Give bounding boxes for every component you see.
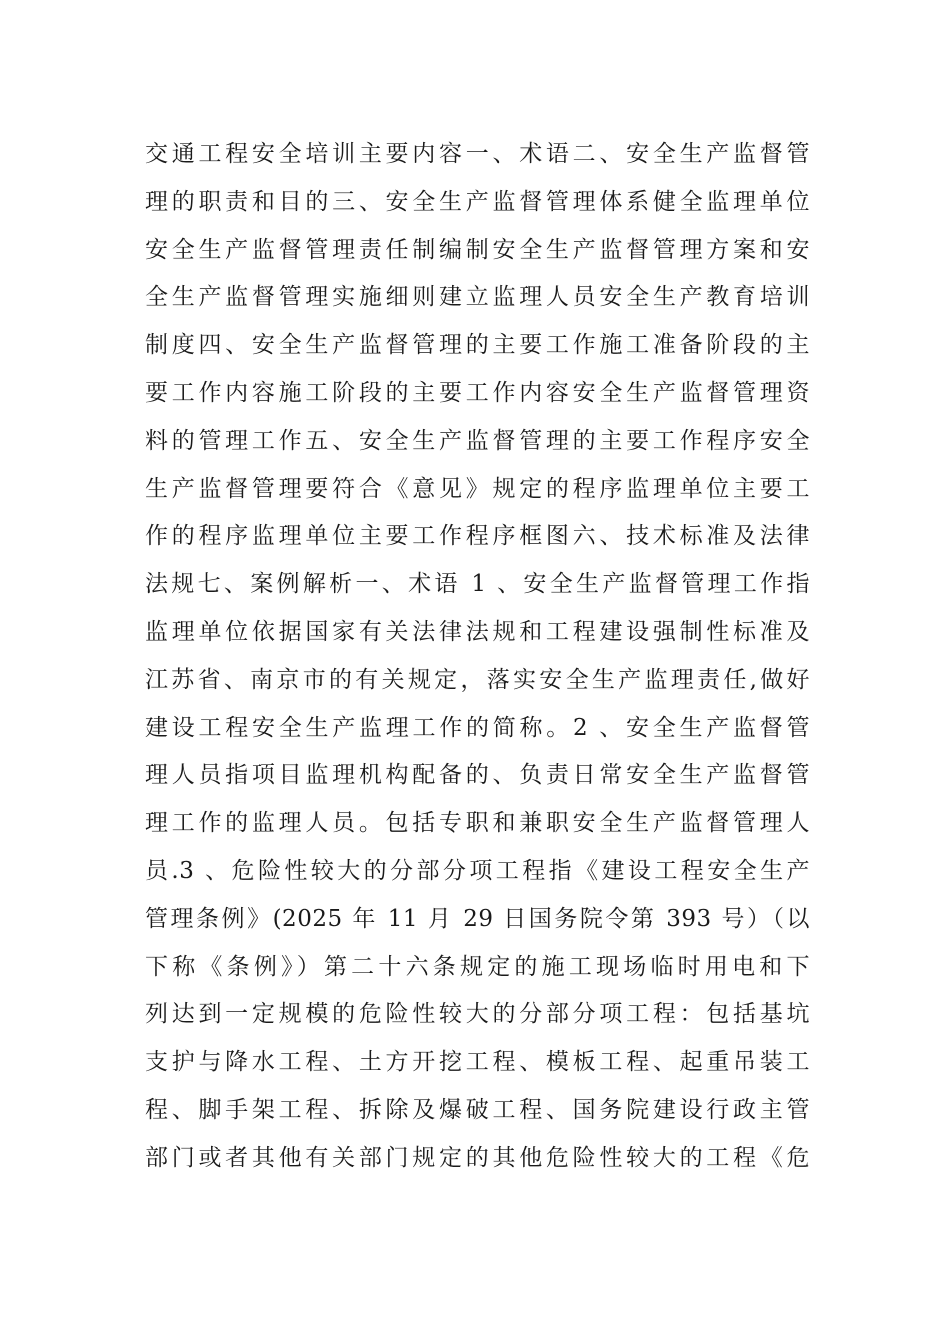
text-line-12: 江苏省、南京市的有关规定，落实安全生产监理责任,做好 [145,666,810,693]
text-line-22: 部门或者其他有关部门规定的其他危险性较大的工程《危 [145,1144,810,1171]
text-line-10: 法规七、案例解析一、术语 1 、安全生产监督管理工作指 [145,571,810,598]
text-line-21: 程、脚手架工程、拆除及爆破工程、国务院建设行政主管 [145,1096,810,1123]
text-line-11: 监理单位依据国家有关法律法规和工程建设强制性标准及 [145,618,810,645]
text-line-9: 作的程序监理单位主要工作程序框图六、技术标准及法律 [145,523,810,550]
text-line-16: 员.3 、危险性较大的分部分项工程指《建设工程安全生产 [145,857,810,884]
text-line-3: 安全生产监督管理责任制编制安全生产监督管理方案和安 [145,236,810,263]
text-line-20: 支护与降水工程、土方开挖工程、模板工程、起重吊装工 [145,1049,810,1076]
text-line-14: 理人员指项目监理机构配备的、负责日常安全生产监督管 [145,762,810,789]
text-line-7: 料的管理工作五、安全生产监督管理的主要工作程序安全 [145,427,810,454]
text-line-13: 建设工程安全生产监理工作的简称。2 、安全生产监督管 [145,714,810,741]
text-line-6: 要工作内容施工阶段的主要工作内容安全生产监督管理资 [145,379,810,406]
text-line-1: 交通工程安全培训主要内容一、术语二、安全生产监督管 [145,141,810,167]
text-line-2: 理的职责和目的三、安全生产监督管理体系健全监理单位 [145,188,810,215]
text-line-17: 管理条例》(2025 年 11 月 29 日国务院令第 393 号）（以 [145,905,810,932]
text-line-19: 列达到一定规模的危险性较大的分部分项工程：包括基坑 [145,1001,810,1028]
body-text [145,131,810,1183]
text-line-15: 理工作的监理人员。包括专职和兼职安全生产监督管理人 [145,810,810,837]
text-line-18: 下称《条例》）第二十六条规定的施工现场临时用电和下 [145,953,810,980]
text-line-8: 生产监督管理要符合《意见》规定的程序监理单位主要工 [145,475,810,502]
text-line-4: 全生产监督管理实施细则建立监理人员安全生产教育培训 [145,284,810,311]
text-line-5: 制度四、安全生产监督管理的主要工作施工准备阶段的主 [145,332,810,359]
